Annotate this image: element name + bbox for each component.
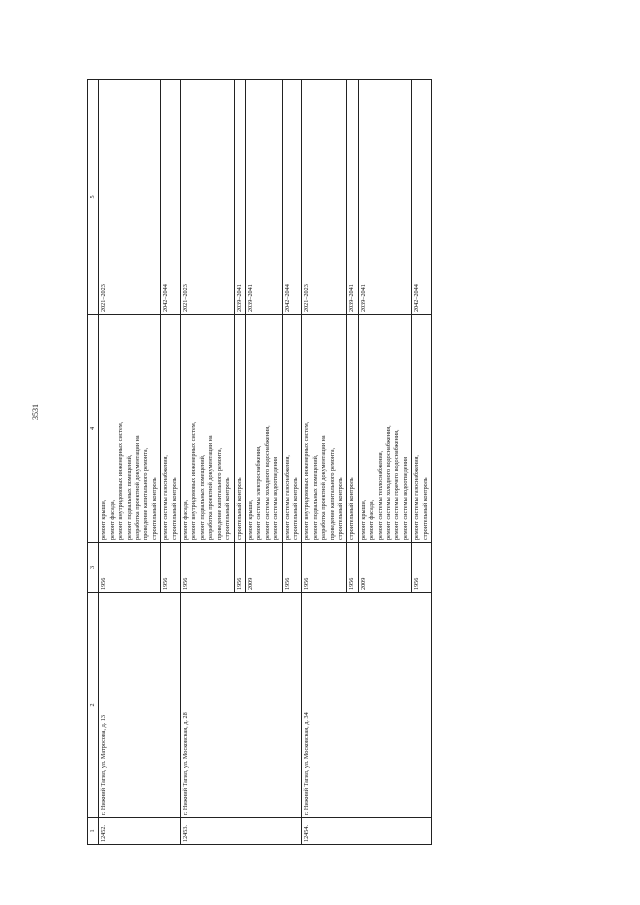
work-item: ремонт системы холодного водоснабжения, bbox=[385, 425, 392, 540]
work-item: проведение капитального ремонта, bbox=[328, 447, 336, 540]
work-item: строительный контроль bbox=[224, 477, 232, 540]
work-item: ремонт системы холодного водоснабжения, bbox=[263, 425, 271, 540]
year-cell: 2009 bbox=[358, 543, 411, 593]
work-item: ремонт подвальных помещений, bbox=[198, 454, 206, 540]
period-cell: 2039–2041 bbox=[358, 80, 411, 315]
year-cell: 1956 bbox=[347, 543, 358, 593]
address-cell: г. Нижний Тагил, ул. Московская, д. 34 bbox=[302, 593, 432, 818]
year-cell: 1956 bbox=[99, 543, 161, 593]
year-cell: 1956 bbox=[161, 543, 181, 593]
header-cell: 2 bbox=[88, 593, 99, 818]
work-item: разработка проектной документации на bbox=[207, 435, 215, 540]
work-item: ремонт системы газоснабжения, bbox=[413, 455, 421, 540]
table-row bbox=[302, 80, 347, 845]
year-cell: 1956 bbox=[282, 543, 302, 593]
header-row bbox=[88, 80, 99, 845]
work-item: ремонт системы водоотведения bbox=[401, 457, 409, 540]
work-item: ремонт системы водоотведения bbox=[272, 457, 280, 540]
work-item: проведение капитального ремонта, bbox=[215, 447, 223, 540]
repair-schedule-table bbox=[87, 79, 432, 845]
work-item: ремонт системы газоснабжения, bbox=[283, 455, 291, 540]
row-number: 12453. bbox=[181, 818, 302, 845]
header-cell: 5 bbox=[88, 80, 99, 315]
period-cell: 2042–2044 bbox=[412, 80, 432, 315]
page-number: 3531 bbox=[31, 404, 40, 420]
period-cell: 2021–2023 bbox=[302, 80, 347, 315]
period-cell: 2021–2023 bbox=[99, 80, 161, 315]
period-cell: 2039–2041 bbox=[234, 80, 245, 315]
works-cell bbox=[99, 315, 161, 543]
work-item: ремонт крыши, bbox=[359, 499, 367, 540]
period-cell: 2042–2044 bbox=[161, 80, 181, 315]
work-item: ремонт внутридомовых инженерных систем, bbox=[117, 421, 125, 540]
work-item: ремонт фасада, bbox=[368, 499, 376, 540]
work-item: ремонт системы горячего водоснабжения, bbox=[393, 429, 401, 540]
work-item: строительный контроль bbox=[235, 477, 243, 540]
works-cell bbox=[161, 315, 181, 543]
table-body bbox=[99, 80, 432, 845]
work-item: ремонт внутридомовых инженерных систем, bbox=[190, 421, 198, 540]
work-item: строительный контроль bbox=[150, 477, 158, 540]
year-cell: 1956 bbox=[412, 543, 432, 593]
work-item: ремонт крыши, bbox=[246, 499, 254, 540]
work-item: ремонт системы газоснабжения, bbox=[162, 455, 170, 540]
table-row bbox=[181, 80, 234, 845]
year-cell: 2009 bbox=[245, 543, 282, 593]
work-item: разработка проектной документации на bbox=[320, 435, 328, 540]
works-cell bbox=[245, 315, 282, 543]
period-cell: 2021–2023 bbox=[181, 80, 234, 315]
work-item: ремонт системы теплоснабжения, bbox=[376, 450, 384, 540]
year-cell: 1956 bbox=[302, 543, 347, 593]
works-cell bbox=[181, 315, 234, 543]
work-item: ремонт фасада, bbox=[108, 499, 116, 540]
period-cell: 2039–2041 bbox=[347, 80, 358, 315]
works-cell bbox=[234, 315, 245, 543]
work-item: ремонт подвальных помещений, bbox=[125, 454, 133, 540]
work-item: строительный контроль bbox=[421, 477, 429, 540]
header-cell: 4 bbox=[88, 315, 99, 543]
work-item: строительный контроль bbox=[291, 477, 299, 540]
work-item: строительный контроль bbox=[348, 477, 356, 540]
work-item: ремонт подвальных помещений, bbox=[311, 454, 319, 540]
work-item: ремонт системы электроснабжения, bbox=[255, 445, 263, 540]
work-item: ремонт внутридомовых инженерных систем, bbox=[303, 421, 311, 540]
address-cell: г. Нижний Тагил, ул. Московская, д. 28 bbox=[181, 593, 302, 818]
table-row bbox=[99, 80, 161, 845]
header-cell: 1 bbox=[88, 818, 99, 845]
period-cell: 2042–2044 bbox=[282, 80, 302, 315]
row-number: 12452. bbox=[99, 818, 181, 845]
year-cell: 1956 bbox=[181, 543, 234, 593]
work-item: разработка проектной документации на bbox=[134, 435, 142, 540]
work-item: ремонт крыши, bbox=[100, 499, 108, 540]
table-container bbox=[87, 80, 542, 845]
row-number: 12454. bbox=[302, 818, 432, 845]
period-cell: 2039–2041 bbox=[245, 80, 282, 315]
address-cell: г. Нижний Тагил, ул. Матросова, д. 13 bbox=[99, 593, 181, 818]
year-cell: 1956 bbox=[234, 543, 245, 593]
works-cell bbox=[412, 315, 432, 543]
works-cell bbox=[358, 315, 411, 543]
works-cell bbox=[302, 315, 347, 543]
works-cell bbox=[282, 315, 302, 543]
work-item: строительный контроль bbox=[336, 477, 344, 540]
work-item: ремонт фасада, bbox=[182, 499, 190, 540]
works-cell bbox=[347, 315, 358, 543]
work-item: проведение капитального ремонта, bbox=[142, 447, 150, 540]
header-cell: 3 bbox=[88, 543, 99, 593]
work-item: строительный контроль bbox=[170, 477, 178, 540]
